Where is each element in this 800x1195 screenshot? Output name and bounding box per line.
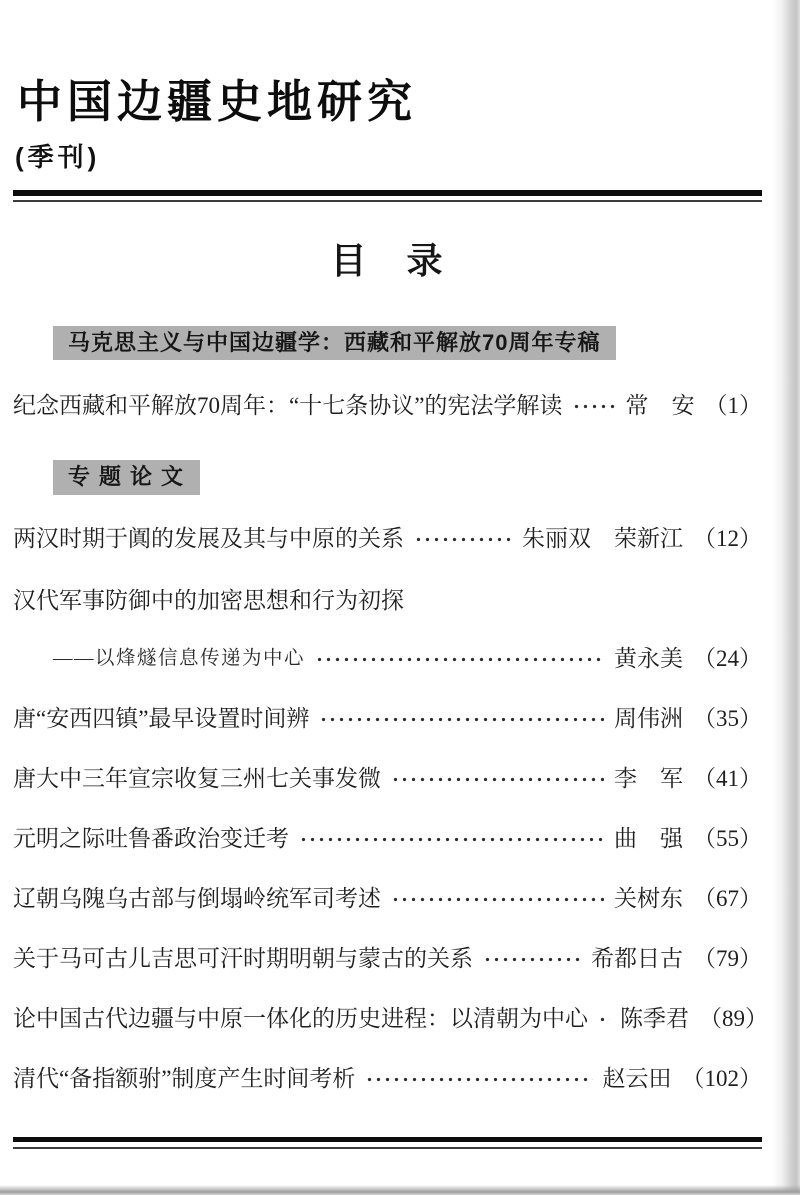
dot-leader <box>297 825 604 853</box>
entry-title: 纪念西藏和平解放70周年：“十七条协议”的宪法学解读 <box>13 393 563 419</box>
entry-title: 唐“安西四镇”最早设置时间辨 <box>13 705 310 731</box>
toc-entry <box>13 705 762 733</box>
toc-entry <box>13 945 762 973</box>
entry-page: （41） <box>693 765 762 791</box>
page-bottom-edge-shadow <box>0 1185 800 1195</box>
page-content <box>0 78 800 1149</box>
toc-entry <box>13 1005 768 1033</box>
dot-leader <box>317 705 604 733</box>
entry-page: （79） <box>693 945 762 971</box>
entry-authors: 黄永美 <box>614 645 683 671</box>
entry-page: （35） <box>693 705 762 731</box>
toc-entry <box>13 765 762 793</box>
entry-authors: 曲 强 <box>614 825 683 851</box>
section-header-special-feature: 马克思主义与中国边疆学：西藏和平解放70周年专稿 <box>53 326 616 360</box>
entry-authors: 关树东 <box>614 885 683 911</box>
dot-leader <box>481 945 581 973</box>
page-right-edge-shadow <box>772 0 800 1195</box>
entry-page: （102） <box>681 1065 762 1091</box>
toc-entry <box>13 885 762 913</box>
entry-authors: 周伟洲 <box>614 705 683 731</box>
entry-title: 两汉时期于阗的发展及其与中原的关系 <box>13 525 404 551</box>
top-divider <box>13 190 762 202</box>
dot-leader <box>570 392 615 420</box>
dot-leader <box>389 885 604 913</box>
toc-entry <box>13 1065 762 1093</box>
entry-page: （89） <box>699 1005 768 1031</box>
journal-subtitle: (季刊) <box>15 142 101 173</box>
journal-title: 中国边疆史地研究 <box>17 76 418 127</box>
toc-entry <box>13 392 762 420</box>
entry-authors: 常 安 <box>625 393 695 419</box>
dot-leader <box>389 765 604 793</box>
entry-page: （24） <box>693 645 762 671</box>
entry-page: （1） <box>704 393 762 419</box>
entry-page: （67） <box>693 885 762 911</box>
entry-authors: 希都日古 <box>591 945 683 971</box>
entry-title: 清代“备指额驸”制度产生时间考析 <box>13 1065 356 1091</box>
entry-authors: 陈季君 <box>620 1005 689 1031</box>
bottom-divider <box>13 1137 762 1149</box>
toc-entry <box>13 525 762 553</box>
entry-subtitle: ——以烽燧信息传递为中心 <box>53 647 306 669</box>
entry-title: 汉代军事防御中的加密思想和行为初探 <box>13 587 404 613</box>
entry-authors: 赵云田 <box>602 1065 672 1091</box>
toc-entry <box>13 587 762 615</box>
entry-page: （55） <box>693 825 762 851</box>
dot-leader <box>363 1065 592 1093</box>
dot-leader <box>313 645 604 673</box>
entry-title: 元明之际吐鲁番政治变迁考 <box>13 825 289 851</box>
entry-title: 辽朝乌隗乌古部与倒塌岭统军司考述 <box>13 885 381 911</box>
entry-authors: 朱丽双 荣新江 <box>522 525 683 551</box>
toc-heading: 目 录 <box>330 241 445 282</box>
entry-title: 唐大中三年宣宗收复三州七关事发微 <box>13 765 381 791</box>
entry-page: （12） <box>693 525 762 551</box>
toc-entry <box>13 825 762 853</box>
entry-title: 论中国古代边疆与中原一体化的历史进程：以清朝为中心 <box>13 1005 588 1031</box>
dot-leader <box>596 1005 610 1033</box>
toc-entry-subtitle <box>13 645 762 673</box>
section-header-topic-papers: 专题论文 <box>53 460 200 494</box>
dot-leader <box>412 525 512 553</box>
entry-authors: 李 军 <box>614 765 683 791</box>
entry-title: 关于马可古儿吉思可汗时期明朝与蒙古的关系 <box>13 945 473 971</box>
